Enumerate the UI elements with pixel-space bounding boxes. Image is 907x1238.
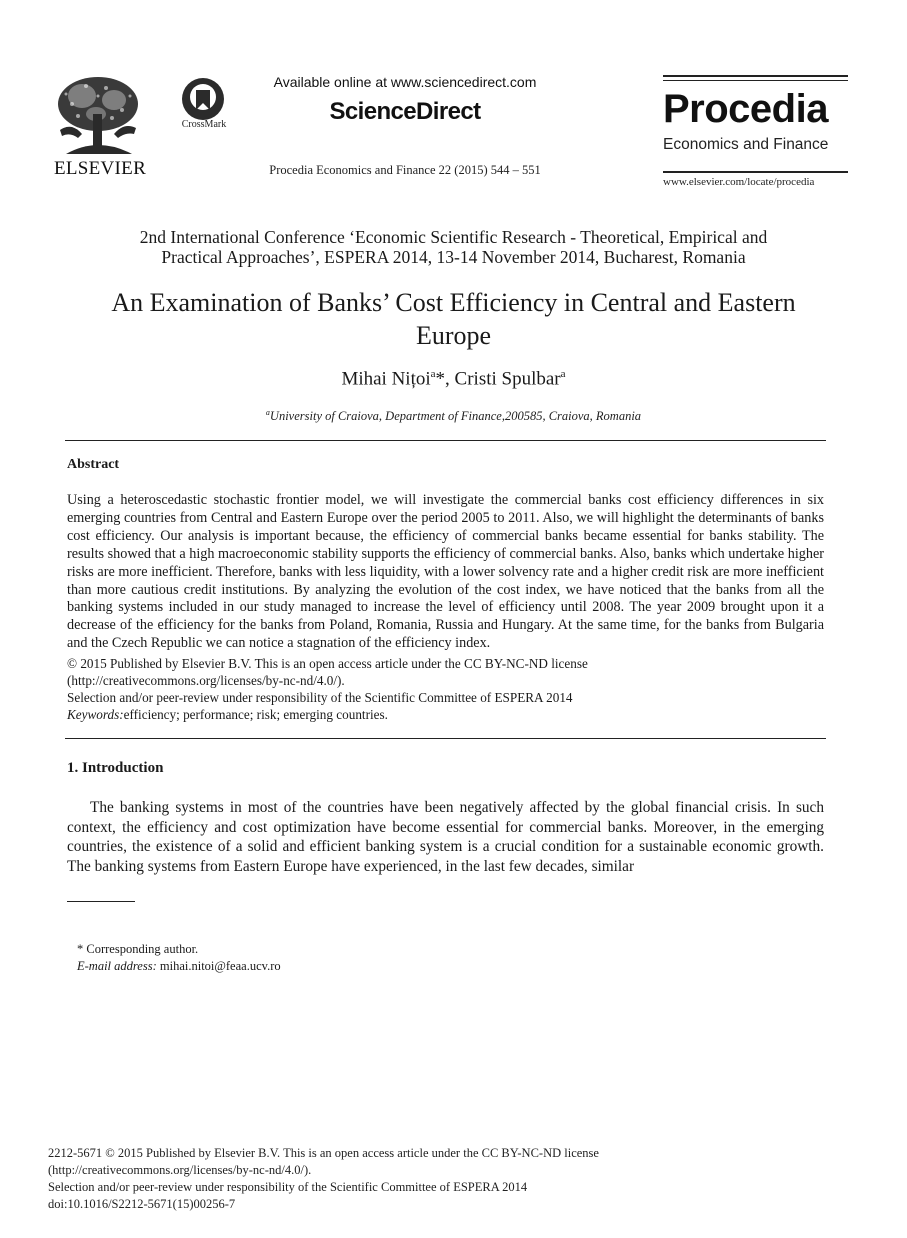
paper-title	[50, 286, 857, 352]
affiliation-mark: a	[430, 368, 436, 380]
paper-title-line-1: An Examination of Banks’ Cost Efficiency in Central and Eastern	[111, 288, 796, 317]
abstract-top-rule	[65, 440, 826, 441]
email-label: E-mail address:	[77, 959, 157, 973]
peer-review-line: Selection and/or peer-review under responsibility of the Scientific Committee of ESPERA 2014	[67, 690, 573, 705]
conference-info	[60, 228, 847, 267]
procedia-url[interactable]: www.elsevier.com/locate/procedia	[663, 176, 815, 188]
procedia-top-rule	[663, 75, 848, 77]
introduction-text: The banking systems in most of the countries have been negatively affected by the global financial crisis. In such context, the efficiency and cost optimization have become essential for commercial banks. Moreover, in the emerging countries, the existence of a solid and efficient banking system is a crucial condition for a sustainable economic growth. The banking systems from Eastern Europe have experienced, in the last few decades, similar	[67, 799, 824, 875]
copyright-line: © 2015 Published by Elsevier B.V. This is an open access article under the CC BY-NC-ND license	[67, 656, 588, 671]
affiliation	[100, 408, 807, 424]
procedia-title: Procedia	[663, 87, 828, 131]
procedia-subtitle: Economics and Finance	[663, 136, 829, 153]
elsevier-tree-logo	[52, 74, 144, 158]
journal-reference: Procedia Economics and Finance 22 (2015) 544 – 551	[269, 163, 541, 177]
footnote-rule	[67, 901, 135, 902]
sciencedirect-logo: ScienceDirect	[329, 98, 481, 125]
footnote-email	[77, 959, 281, 974]
procedia-bottom-rule	[663, 171, 848, 173]
section-heading: 1. Introduction	[67, 760, 164, 776]
affiliation-text: University of Craiova, Department of Finance,200585, Craiova, Romania	[269, 409, 642, 424]
elsevier-wordmark: ELSEVIER	[53, 158, 147, 179]
license-link[interactable]: (http://creativecommons.org/licenses/by-nc-nd/4.0/).	[67, 673, 345, 688]
procedia-top-rule-thin	[663, 80, 848, 81]
procedia-logo	[663, 75, 848, 192]
author-name: Cristi Spulbar	[454, 368, 561, 390]
abstract-bottom-rule	[65, 738, 826, 739]
issn-license-line: 2212-5671 © 2015 Published by Elsevier B.V. This is an open access article under the CC BY-NC-ND license	[48, 1146, 599, 1160]
paper-title-line-2: Europe	[415, 321, 492, 350]
abstract-heading: Abstract	[67, 457, 120, 472]
abstract-text: Using a heteroscedastic stochastic frontier model, we will investigate the commercial banks cost efficiency differences in six emerging countries from Central and Eastern Europe over the period 2005 to 2011. Also, we will highlight the determinants of banks cost efficiency. Our analysis is important because, the efficiency of commercial banks became essential for banks stability. The results showed that a high macroeconomic stability supports the efficiency of commercial banks. Also, banks which undertake higher risks are more inefficient. Therefore, banks with less liquidity, with a lower solvency rate and a higher credit risk are more inefficient than more cautious credit institutions. By analyzing the evolution of the cost index, we have noticed that the banks from all the banking systems included in our study managed to increase the level of efficiency until 2008. The year 2009 brought upon it a decrease of the efficiency for the banks from Poland, Romania, Russia and Hungary. At the same time, for the banks from Bulgaria and the Czech Republic we can notice a stagnation of the efficiency index.	[67, 492, 824, 652]
keywords-text: efficiency; performance; risk; emerging countries.	[123, 707, 388, 722]
conference-line-1: 2nd International Conference ‘Economic Scientific Research - Theoretical, Empirical and	[139, 227, 768, 247]
doi-line[interactable]: doi:10.1016/S2212-5671(15)00256-7	[48, 1197, 236, 1211]
author-list	[100, 368, 807, 390]
author-separator: ,	[445, 368, 455, 390]
crossmark-label: CrossMark	[181, 119, 227, 130]
crossmark-icon[interactable]	[180, 76, 226, 122]
keywords-line	[67, 706, 824, 723]
bottom-license-link[interactable]: (http://creativecommons.org/licenses/by-nc-nd/4.0/).	[48, 1163, 312, 1177]
available-online-text: Available online at www.sciencedirect.com	[273, 74, 537, 90]
conference-line-2: Practical Approaches’, ESPERA 2014, 13-14 November 2014, Bucharest, Romania	[161, 246, 746, 267]
footnote-corresponding: * Corresponding author.	[77, 942, 199, 956]
email-address[interactable]: mihai.nitoi@feaa.ucv.ro	[159, 959, 281, 973]
affiliation-mark: a	[265, 408, 270, 417]
bottom-peer-review: Selection and/or peer-review under responsibility of the Scientific Committee of ESPERA 2014	[48, 1180, 528, 1194]
affiliation-mark: a	[560, 368, 566, 380]
author-name: Mihai Nițoi	[341, 368, 431, 390]
corresponding-mark: *	[435, 368, 446, 390]
keywords-label: Keywords:	[67, 707, 124, 722]
